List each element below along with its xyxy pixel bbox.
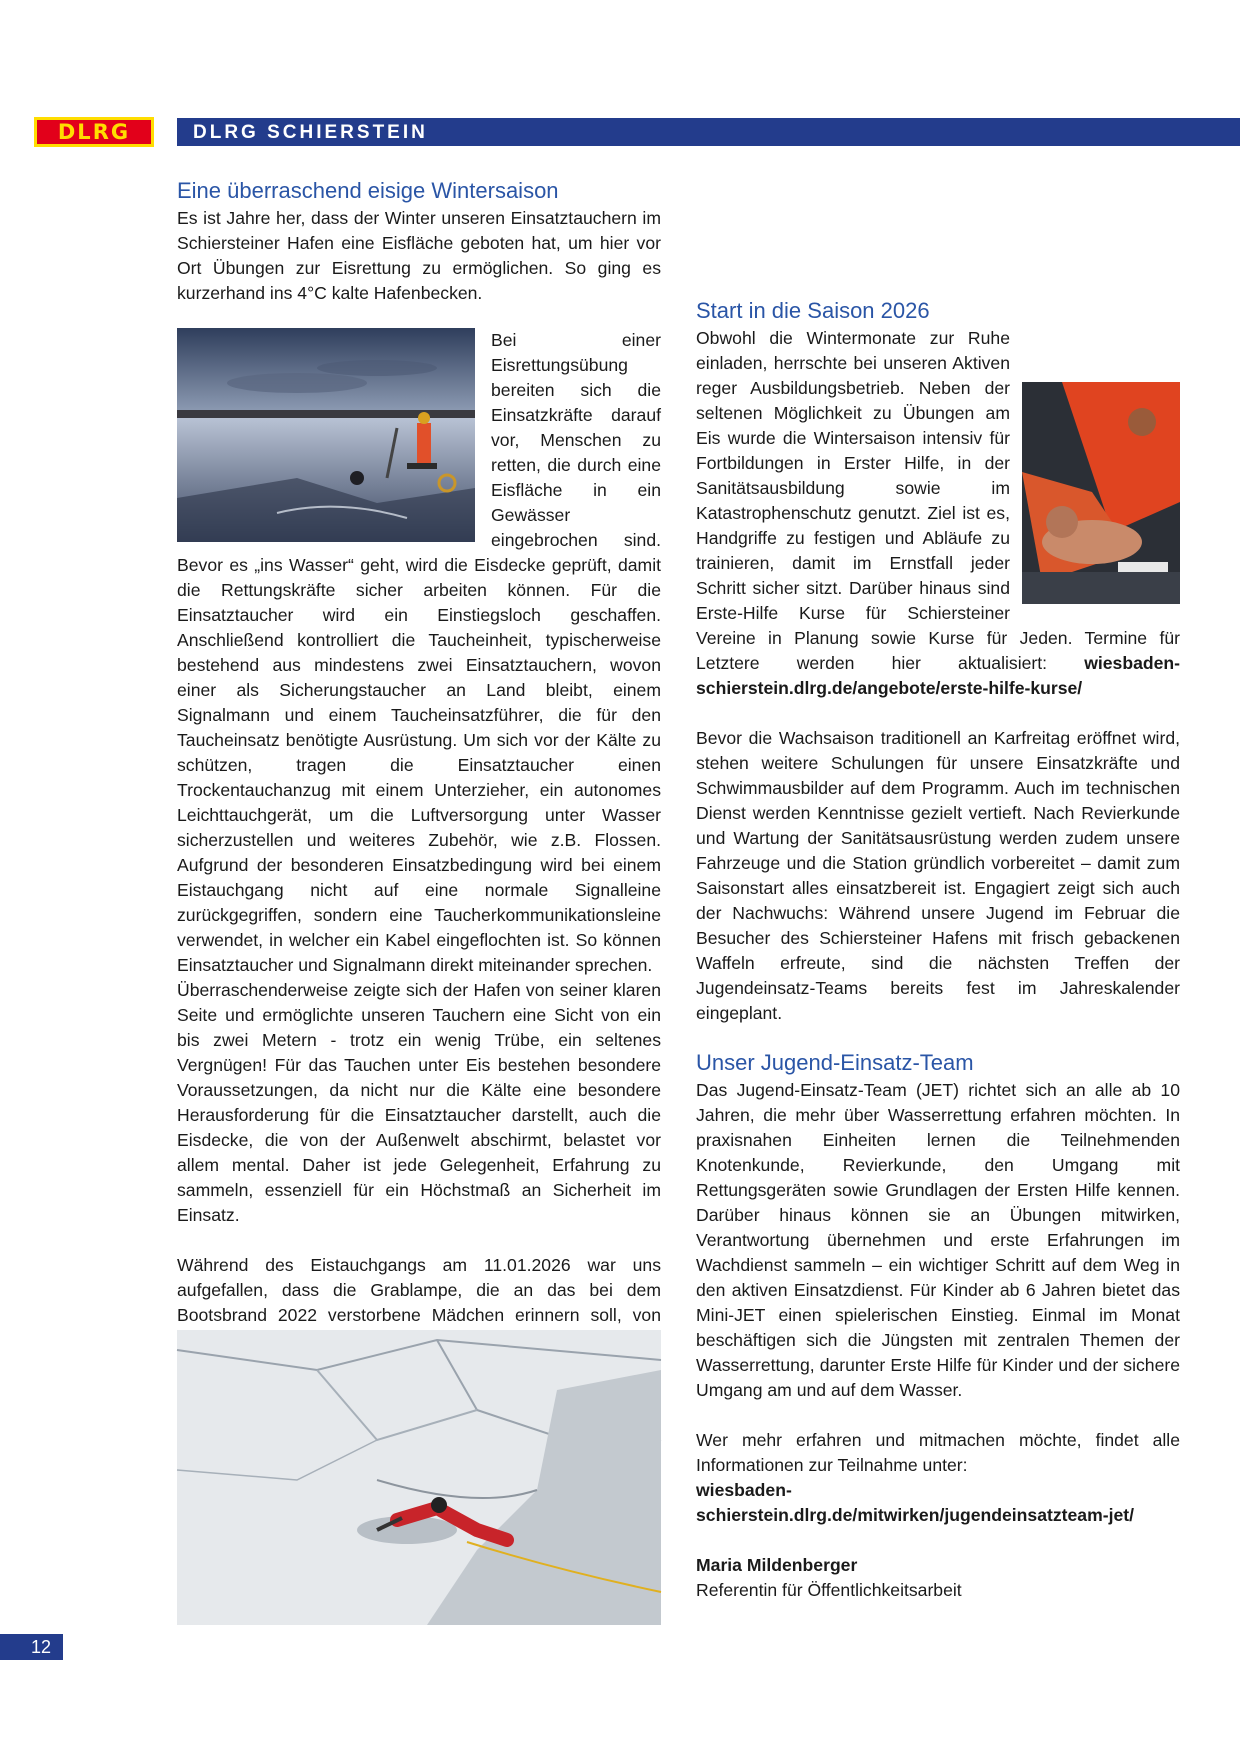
jet-body: Das Jugend-Einsatz-Team (JET) richtet sich an alle ab 10 Jahren, die mehr über Wasserrettung erfahren möchten. In praxisnahen Einheiten lernen die Teilnehmenden Knotenkunde, Revierkunde, den Umgang mit Rettungsgeräten sowie Grundlagen der Ersten Hilfe kennen. Darüber hinaus können sie an Übungen mitwirken, Verantwortung übernehmen und erste Erfahrungen im Wachdienst sammeln – ein wichtiger Schritt auf dem Weg in den aktiven Einsatzdienst. Für Kinder ab 6 Jahren bietet das Mini-JET einen spielerischen Einstieg. Einmal im Monat beschäftigen sich die Jüngsten mit zentralen Themen der Wasserrettung, darunter Erste Hilfe für Kinder und der sichere Umgang am und auf dem Wasser.	[696, 1080, 1180, 1400]
season-body-2: Bevor die Wachsaison traditionell an Karfreitag eröffnet wird, stehen weitere Schulungen für unsere Einsatzkräfte und Schwimmausbilder auf dem Programm. Auch im technischen Dienst werden Kenntnisse gezielt vertieft. Nach Revierkunde und Wartung der Sanitätsausrüstung werden zudem unsere Fahrzeuge und die Station gründlich vorbereitet – damit zum Saisonstart alles einsatzbereit ist. Engagiert zeigt sich auch der Nachwuchs: Während unsere Jugend im Februar die Besucher des Schiersteiner Hafens mit frisch gebackenen Waffeln erfreute, sind die nächsten Treffen der Jugendeinsatz-Teams bereits fest im Jahreskalender eingeplant.	[696, 728, 1180, 1023]
jet-info-intro: Wer mehr erfahren und mitmachen möchte, findet alle Informationen zur Teilnahme unter:	[696, 1430, 1180, 1475]
header-title: DLRG SCHIERSTEIN	[193, 122, 428, 143]
author-role: Referentin für Öffentlichkeitsarbeit	[696, 1580, 962, 1600]
page-number-badge	[0, 1634, 63, 1660]
ice-rescue-body: Bei einer Eisrettungsübung bereiten sich die Einsatzkräfte darauf vor, Menschen zu retten, die durch eine Eisfläche in ein Gewässer eingebrochen sind. Bevor es „ins Wasser“ geht, wird die Eisdecke geprüft, damit die Rettungskräfte sicher arbeiten können. Für die Einsatztaucher wird ein Einstiegsloch geschaffen. Anschließend kontrolliert die Taucheinheit, typischerweise bestehend aus mindestens zwei Einsatztauchern, wovon einer als Sicherungstaucher an Land bleibt, einem Signalmann und einem Taucheinsatzführer, die für den Taucheinsatz benötigte Ausrüstung. Um sich vor der Kälte zu schützen, tragen die Einsatztaucher einen Trockentauchanzug mit einem Unterzieher, ein autonomes Leichttauchgerät, um die Luftversorgung unter Wasser sicherzustellen und weiteres Zubehör, wie z.B. Flossen. Aufgrund der besonderen Einsatzbedingung wird bei einem Eistauchgang nicht auf eine normale Signalleine zurückgegriffen, sondern eine Taucherkommunikationsleine verwendet, in welcher ein Kabel eingeflochten ist. So können Einsatztaucher und Signalmann direkt miteinander sprechen.	[177, 330, 661, 975]
ice-rescue-body-2: Überraschenderweise zeigte sich der Hafen von seiner klaren Seite und ermöglichte unseren Tauchern eine Sicht von ein bis zwei Metern - trotz ein wenig Trübe, ein seltenes Vergnügen! Für das Tauchen unter Eis bestehen besondere Voraussetzungen, da nicht nur die Kälte eine besondere Herausforderung für die Einsatztaucher darstellt, auch die Eisdecke, die von der Außenwelt abschirmt, belastet vor allem mental. Daher ist jede Gelegenheit, Erfahrung zu sammeln, essenziell für ein Höchstmaß an Sicherheit im Einsatz.	[177, 980, 661, 1225]
photo-ice-rescue-drill	[177, 328, 475, 542]
left-column	[177, 176, 661, 1328]
dlrg-logo	[34, 117, 154, 147]
first-aid-courses-link[interactable]: wiesbaden-schierstein.dlrg.de/angebote/erste-hilfe-kurse/	[696, 653, 1181, 698]
photo-first-aid-training	[1022, 382, 1180, 604]
right-column	[696, 176, 1180, 1603]
section-heading-season: Start in die Saison 2026	[696, 298, 930, 323]
intro-paragraph: Es ist Jahre her, dass der Winter unseren Einsatztauchern im Schiersteiner Hafen eine Eisfläche geboten hat, um hier vor Ort Übungen zur Eisrettung zu ermöglichen. So ging es kurzerhand ins 4°C kalte Hafenbecken.	[177, 208, 661, 303]
season-body-text: Obwohl die Wintermonate zur Ruhe einladen, herrschte bei unseren Aktiven reger Ausbildungsbetrieb. Neben der seltenen Möglichkeit zu Übungen am Eis wurde die Wintersaison intensiv für Fortbildungen in Erster Hilfe, in der Sanitätsausbildung sowie im Katastrophenschutz genutzt. Ziel ist es, Handgriffe zu festigen und Abläufe zu trainieren, damit im Ernstfall jeder Schritt sicher sitzt. Darüber hinaus sind Erste-Hilfe Kurse für Schiersteiner Vereine in Planung sowie Kurse für Jeden. Termine für Letztere werden hier aktualisiert:	[696, 328, 1180, 673]
author-name-text: Maria Mildenberger	[696, 1555, 858, 1575]
section-heading-winter: Eine überraschend eisige Wintersaison	[177, 178, 559, 203]
author-name	[696, 1553, 1180, 1578]
dlrg-logo-text: DLRG	[37, 120, 151, 144]
page-number: 12	[30, 1637, 51, 1657]
jet-link-paragraph	[696, 1478, 1180, 1528]
jet-team-link[interactable]: wiesbaden-schierstein.dlrg.de/mitwirken/jugendeinsatzteam-jet/	[696, 1480, 1134, 1525]
header-bar	[177, 118, 1240, 146]
grave-lamp-paragraph: Während des Eistauchgangs am 11.01.2026 war uns aufgefallen, dass die Grablampe, die an das bei dem Bootsbrand 2022 verstorbene Mädchen erinnern soll, von	[177, 1255, 661, 1325]
section-heading-jet: Unser Jugend-Einsatz-Team	[696, 1050, 974, 1075]
photo-diver-on-ice	[177, 1330, 661, 1625]
